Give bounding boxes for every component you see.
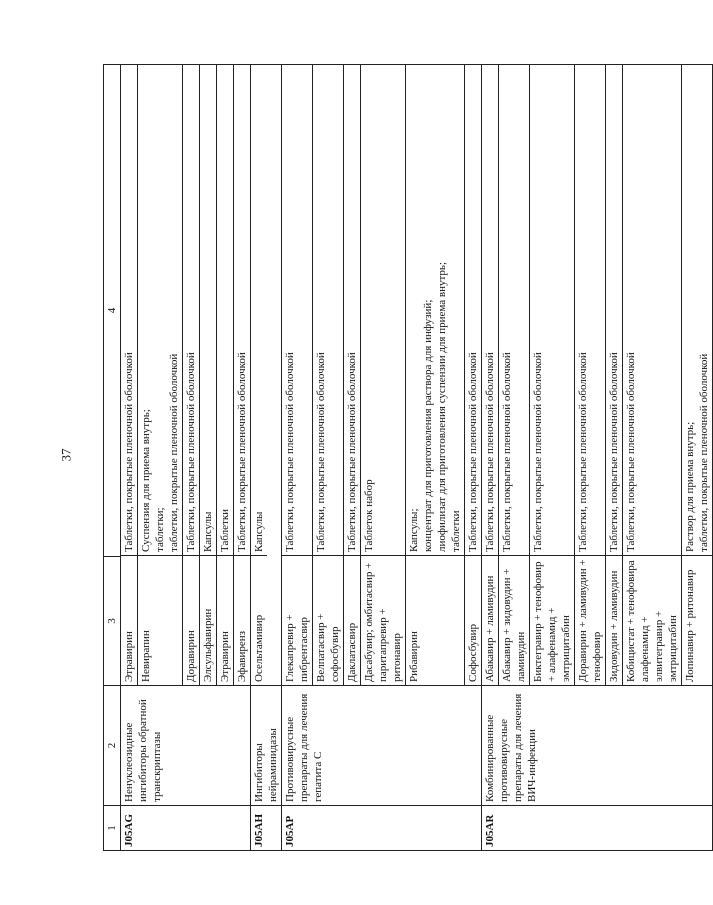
table-row (199, 65, 216, 685)
dosage-form: Таблетки, покрытые пленочной оболочкой (606, 65, 622, 556)
dosage-form: Таблетки, покрытые пленочной оболочкой (313, 65, 343, 556)
table-row (574, 65, 605, 685)
atc-code: J05AG (123, 814, 135, 847)
table-body (121, 64, 713, 851)
group-j05ap (282, 65, 482, 850)
dosage-form: Таблетки, покрытые пленочной оболочкой (465, 65, 481, 556)
dosage-form: Таблетки, покрытые пленочной оболочкой (121, 65, 137, 556)
group-rows (121, 65, 250, 686)
group-name: Противовирусные препараты для лечения гепатита С (282, 686, 481, 806)
dosage-form: Капсулы (251, 65, 267, 556)
drug-name: Невирапин (140, 630, 152, 682)
group-rows (282, 65, 481, 686)
dosage-form: Таблетки, покрытые пленочной оболочкой (499, 65, 529, 556)
group-j05ar (482, 65, 712, 850)
drug-name: Доравирин + ламивудин + тенофовир (577, 559, 603, 682)
group-rows (251, 65, 281, 686)
table-row (405, 65, 464, 685)
drug-table (103, 64, 710, 851)
table-row (137, 65, 182, 685)
dosage-form: Таблетки, покрытые пленочной оболочкой (575, 65, 605, 556)
page-number: 37 (58, 448, 74, 462)
drug-name: Кобицистат + тенофовира алафенамид + элвитегравир + эмтрицитабин (625, 560, 679, 682)
table-row (529, 65, 574, 685)
table-row (605, 65, 622, 685)
drug-name: Лопинавир + ритонавир (684, 569, 696, 682)
group-name: Ненуклеозидные ингибиторы обратной транскриптазы (121, 686, 250, 806)
dosage-form: Таблетки, покрытые пленочной оболочкой (530, 65, 574, 556)
header-cell: 4 (104, 65, 120, 557)
drug-name: Доравирин (185, 630, 197, 682)
atc-code: J05AR (484, 814, 496, 847)
table-row (343, 65, 360, 685)
header-cell: 1 (106, 825, 118, 831)
dosage-form: Таблетки, покрытые пленочной оболочкой (344, 65, 360, 556)
dosage-form: Капсулы (200, 65, 216, 556)
drug-name: Этравирин (123, 631, 135, 682)
dosage-form: Таблеток набор (361, 65, 405, 556)
group-rows (482, 65, 712, 686)
dosage-form: Таблетки (217, 65, 233, 556)
group-name: Комбинированные противовирусные препараты для лечения ВИЧ-инфекции (482, 686, 712, 806)
group-name: Ингибиторы нейраминидазы (251, 686, 281, 806)
dosage-form: Таблетки, покрытые пленочной оболочкой (234, 65, 250, 556)
drug-name: Софосбувир (467, 623, 479, 682)
table-row (251, 65, 267, 685)
table-row (182, 65, 199, 685)
atc-code: J05AH (253, 814, 265, 847)
dosage-form: Таблетки, покрытые пленочной оболочкой (183, 65, 199, 556)
drug-name: Даклатасвир (346, 622, 358, 682)
table-row (121, 65, 137, 685)
dosage-form: Капсулы; концентрат для приготовления раствора для инфузий; лиофилизат для приготовления суспензии для приема внутрь; таблетки (406, 65, 464, 556)
group-j05ah (251, 65, 282, 850)
dosage-form: Таблетки, покрытые пленочной оболочкой (282, 65, 312, 556)
table-row (312, 65, 343, 685)
group-j05ag (121, 65, 251, 850)
drug-name: Элсульфавирин (202, 608, 214, 682)
table-row (282, 65, 312, 685)
table-row (681, 65, 712, 685)
drug-name: Абакавир + зидовудин + ламивудин (501, 568, 527, 682)
drug-name: Глекапревир + пибрентасвир (284, 614, 310, 682)
atc-code: J05AP (284, 815, 296, 847)
table-row (498, 65, 529, 685)
header-cell: 3 (104, 557, 120, 686)
drug-name: Рибавирин (408, 631, 420, 682)
drug-name: Осельтамивир (253, 614, 265, 682)
table-row (482, 65, 498, 685)
drug-name: Биктегравир + тенофовир + алафенамид + эмтрицитабин (532, 561, 572, 682)
drug-name: Этравирин (219, 631, 231, 682)
dosage-form: Таблетки, покрытые пленочной оболочкой (623, 65, 681, 556)
drug-name: Дасабувир; омбитасвир + паритапревир + ритонавир (363, 562, 403, 682)
header-cell: 2 (104, 686, 120, 806)
table-row (622, 65, 681, 685)
table-row (233, 65, 250, 685)
dosage-form: Таблетки, покрытые пленочной оболочкой (482, 65, 498, 556)
drug-name: Абакавир + ламивудин (484, 575, 496, 682)
drug-name: Велпатасвир + софосбувир (315, 613, 341, 682)
drug-name: Эфавиренз (236, 631, 248, 682)
table-row (216, 65, 233, 685)
drug-name: Зидовудин + ламивудин (608, 570, 620, 682)
header-row (103, 64, 121, 851)
dosage-form: Суспензия для приема внутрь; таблетки; таблетки, покрытые пленочной оболочкой (138, 65, 182, 556)
table-row (464, 65, 481, 685)
dosage-form: Раствор для приема внутрь; таблетки, покрытые пленочной оболочкой (682, 65, 712, 556)
table-row (360, 65, 405, 685)
